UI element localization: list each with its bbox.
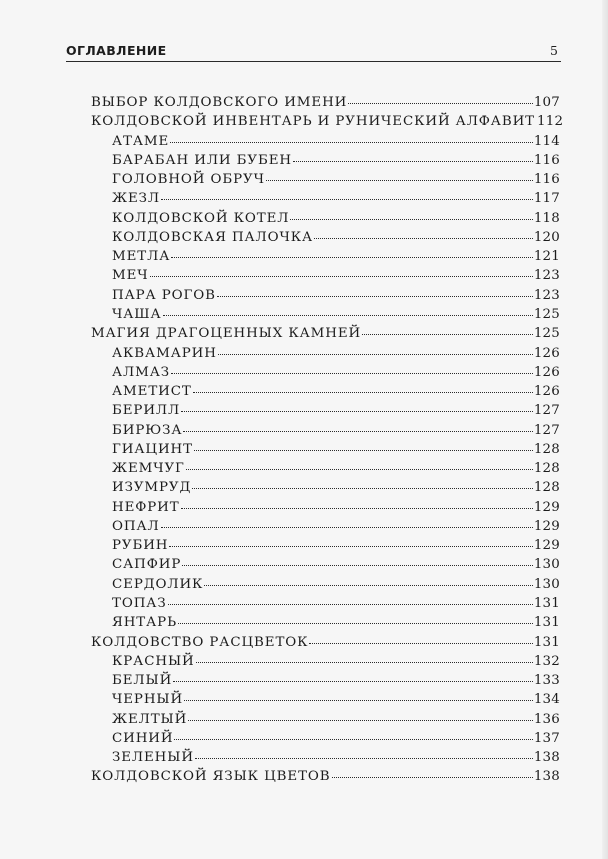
toc-entry-title: ВЫБОР КОЛДОВСКОГО ИМЕНИ	[91, 95, 348, 110]
dot-leader	[217, 296, 533, 297]
toc-entry-page: 128	[533, 480, 560, 496]
dot-leader	[169, 546, 532, 547]
toc-entry-title: ЯНТАРЬ	[112, 615, 177, 631]
toc-entry-page: 129	[533, 499, 560, 515]
dot-leader	[293, 161, 533, 162]
dot-leader	[332, 777, 533, 778]
toc-entry-title: ЗЕЛЕНЫЙ	[112, 750, 194, 766]
dot-leader	[181, 411, 533, 412]
toc-entry-page: 130	[533, 557, 560, 573]
toc-entry-page: 131	[533, 615, 560, 631]
dot-leader	[163, 315, 533, 316]
toc-entry-page: 127	[533, 422, 560, 438]
dot-leader	[171, 373, 533, 374]
toc-entry-title: РУБИН	[112, 538, 169, 554]
toc-entry	[112, 421, 560, 440]
toc-entry-page: 131	[533, 596, 560, 612]
toc-entry-page: 126	[533, 364, 560, 380]
toc-entry-page: 117	[533, 191, 560, 207]
dot-leader	[186, 469, 533, 470]
toc-entry-page: 116	[533, 172, 560, 188]
toc-entry	[112, 536, 560, 555]
toc-entry-title: ЖЕЛТЫЙ	[112, 711, 188, 727]
toc-entry	[91, 112, 564, 131]
dot-leader	[171, 257, 533, 258]
toc-entry-page: 120	[533, 229, 560, 245]
toc-entry-title: КОЛДОВСТВО РАСЦВЕТОК	[91, 634, 309, 650]
toc-entry-page: 128	[533, 441, 560, 457]
dot-leader	[309, 643, 532, 644]
dot-leader	[182, 565, 533, 566]
toc-entry	[91, 767, 560, 786]
toc-entry	[112, 209, 560, 228]
dot-leader	[314, 238, 533, 239]
toc-entry	[112, 286, 560, 305]
toc-entry-title: СИНИЙ	[112, 730, 174, 746]
toc-entry-page: 112	[537, 114, 564, 130]
dot-leader	[348, 103, 533, 104]
dot-leader	[170, 142, 533, 143]
toc-entry-title: АКВАМАРИН	[112, 345, 217, 361]
toc-entry-title: ГОЛОВНОЙ ОБРУЧ	[112, 172, 265, 188]
dot-leader	[184, 700, 533, 701]
header-page-number: 5	[550, 43, 558, 58]
dot-leader	[204, 585, 533, 586]
toc-entry	[112, 344, 560, 363]
toc-entry-title: БАРАБАН ИЛИ БУБЕН	[112, 152, 292, 168]
toc-entry-page: 127	[533, 403, 560, 419]
toc-entry	[112, 690, 560, 709]
toc-entry-page: 125	[533, 306, 560, 322]
toc-entry-title: КОЛДОВСКОЙ ЯЗЫК ЦВЕТОВ	[91, 769, 331, 785]
toc-entry	[112, 613, 560, 632]
toc-entry-title: МАГИЯ ДРАГОЦЕННЫХ КАМНЕЙ	[91, 326, 362, 342]
toc-entry-page: 136	[533, 711, 560, 727]
dot-leader	[218, 354, 533, 355]
dot-leader	[181, 508, 533, 509]
toc-entry	[91, 633, 560, 652]
toc-entry-page: 138	[533, 750, 560, 766]
header-rule	[66, 61, 561, 62]
toc-entry-page: 123	[533, 268, 560, 284]
toc-entry	[112, 652, 560, 671]
dot-leader	[266, 180, 533, 181]
dot-leader	[183, 431, 532, 432]
toc-entry-page: 121	[533, 249, 560, 265]
toc-entry-page: 137	[533, 730, 560, 746]
toc-entry-title: СЕРДОЛИК	[112, 576, 204, 592]
toc-entry-title: МЕТЛА	[112, 249, 171, 265]
toc-entry-title: ЖЕМЧУГ	[112, 461, 185, 477]
toc-entry	[112, 555, 560, 574]
toc-entry-page: 125	[533, 326, 560, 342]
dot-leader	[362, 334, 533, 335]
toc-entry	[112, 247, 560, 266]
toc-entry-page: 128	[533, 461, 560, 477]
toc-entry-page: 116	[533, 152, 560, 168]
dot-leader	[173, 681, 533, 682]
toc-entry-page: 126	[533, 384, 560, 400]
toc-entry-title: КОЛДОВСКОЙ ИНВЕНТАРЬ И РУНИЧЕСКИЙ АЛФАВИТ	[91, 114, 535, 130]
toc-entry	[112, 363, 560, 382]
toc-entry	[112, 575, 560, 594]
toc-entry-title: БЕРИЛЛ	[112, 403, 181, 419]
toc-entry-page: 132	[533, 653, 560, 669]
toc-entry	[112, 748, 560, 767]
toc-entry	[112, 228, 560, 247]
toc-entry-title: МЕЧ	[112, 268, 149, 284]
toc-entry	[112, 266, 560, 285]
running-header	[66, 40, 561, 60]
toc-entry	[112, 151, 560, 170]
dot-leader	[178, 623, 533, 624]
toc-entry	[112, 132, 560, 151]
toc-entry-title: АЛМАЗ	[112, 364, 171, 380]
dot-leader	[161, 527, 533, 528]
toc-entry-page: 118	[533, 210, 560, 226]
toc-entry-title: КОЛДОВСКАЯ ПАЛОЧКА	[112, 229, 314, 245]
dot-leader	[194, 450, 533, 451]
dot-leader	[161, 199, 533, 200]
toc-entry-page: 107	[533, 95, 560, 110]
toc-entry-page: 114	[533, 133, 560, 149]
toc-entry-title: САПФИР	[112, 557, 182, 573]
dot-leader	[150, 276, 533, 277]
toc-entry-page: 126	[533, 345, 560, 361]
toc-entry	[112, 459, 560, 478]
toc-entry	[112, 401, 560, 420]
toc-entry-title: ЧАША	[112, 306, 162, 322]
toc-entry	[112, 594, 560, 613]
toc-entry-page: 129	[533, 518, 560, 534]
toc-entry-title: ГИАЦИНТ	[112, 441, 193, 457]
toc-entry-title: КОЛДОВСКОЙ КОТЕЛ	[112, 210, 290, 226]
toc-entry-page: 123	[533, 287, 560, 303]
header-title: ОГЛАВЛЕНИЕ	[66, 43, 167, 58]
dot-leader	[195, 758, 533, 759]
toc-entry-title: ПАРА РОГОВ	[112, 287, 216, 303]
toc-entry-title: ТОПАЗ	[112, 596, 167, 612]
toc-entry-title: АТАМЕ	[112, 133, 170, 149]
toc-entry	[112, 729, 560, 748]
toc-entry	[112, 671, 560, 690]
toc-entry-page: 131	[533, 634, 560, 650]
dot-leader	[290, 219, 532, 220]
toc-entry	[112, 189, 560, 208]
toc-entry-title: ИЗУМРУД	[112, 480, 192, 496]
toc-entry	[112, 440, 560, 459]
toc-entry-title: НЕФРИТ	[112, 499, 180, 515]
dot-leader	[168, 604, 533, 605]
toc-entry	[112, 170, 560, 189]
dot-leader	[188, 720, 533, 721]
toc-entry-page: 134	[533, 692, 560, 708]
toc-entry-title: БЕЛЫЙ	[112, 673, 173, 689]
toc-entry-title: ОПАЛ	[112, 518, 160, 534]
toc-entry	[91, 93, 560, 112]
toc-entry	[112, 710, 560, 729]
toc-entry	[112, 517, 560, 536]
toc-entry-title: ЧЕРНЫЙ	[112, 692, 184, 708]
toc-entry-title: БИРЮЗА	[112, 422, 183, 438]
toc-entry-page: 138	[533, 769, 560, 785]
dot-leader	[192, 488, 533, 489]
dot-leader	[174, 739, 532, 740]
page-edge-shadow	[602, 0, 608, 859]
toc-entry-title: КРАСНЫЙ	[112, 653, 195, 669]
toc-entry-title: АМЕТИСТ	[112, 384, 192, 400]
dot-leader	[193, 392, 533, 393]
toc-entry-page: 129	[533, 538, 560, 554]
toc-entry-page: 130	[533, 576, 560, 592]
toc-entry	[112, 498, 560, 517]
toc-entry-title: ЖЕЗЛ	[112, 191, 160, 207]
toc-entry	[112, 478, 560, 497]
toc-entry	[112, 382, 560, 401]
toc-entry	[112, 305, 560, 324]
toc-entry	[91, 324, 560, 343]
toc-entry-page: 133	[533, 673, 560, 689]
dot-leader	[196, 662, 533, 663]
